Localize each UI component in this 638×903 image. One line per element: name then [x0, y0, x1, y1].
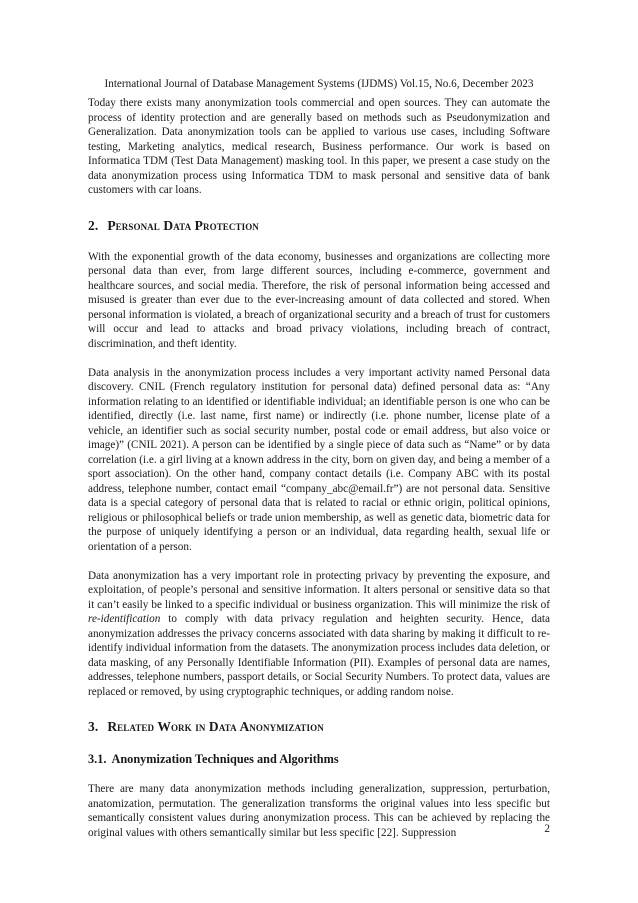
subsection-heading: [88, 752, 550, 767]
paragraph-text: Data anonymization has a very important role in protecting privacy by preventing the exposure, and exploitation, of people’s personal and sensitive information. It alters personal or sensitive data so that it can’t easily be linked to a specific individual or business organization. This will minimize the risk of: [88, 569, 550, 611]
running-header: International Journal of Database Management Systems (IJDMS) Vol.15, No.6, December 2023: [104, 78, 534, 90]
body-paragraph: Data analysis in the anonymization process includes a very important activity named Personal data discovery. CNIL (French regulatory institution for personal data) defined personal data as: “Any information relating to an identified or identifiable individual; an identifiable person is one who can be identified, directly (i.e. last name, first name) or indirectly (i.e. phone number, license plate of a vehicle, an identifier such as social security number, postal code or email address, but also voice or image)” (CNIL 2021). A person can be identified by a single piece of data such as “Name” or by data correlation (i.e. a girl living at a known address in the city, born on given day, and being a member of a sport association). On the other hand, company contact details (i.e. Company ABC with its postal address, telephone number, contact email “company_abc@email.fr”) are not personal data. Sensitive data is a special category of personal data that is related to racial or ethnic origin, political opinions, religious or philosophical beliefs or trade union membership, as well as genetic data, biometric data for the purpose of uniquely identifying a person or an individual, data regarding health, sexual life or orientation of a person.: [88, 366, 550, 553]
body-paragraph: [88, 569, 550, 700]
body-paragraph: With the exponential growth of the data economy, businesses and organizations are collecting more personal data than ever, from large different sources, including e-commerce, government and healthcare sources, and social media. Therefore, the risk of personal information being accessed and misused is greater than ever due to the ever-increasing amount of data collected and stored. When personal information is violated, a breach of organizational security and a breach of trust for customers will occur and lead to attacks and broad privacy violations, including breach of contract, discrimination, and theft identity.: [88, 250, 550, 350]
section-title: Related Work in Data Anonymization: [107, 719, 324, 734]
section-number: 3.: [88, 719, 99, 734]
emphasis-text: re-identification: [88, 613, 161, 625]
section-number: 2.: [88, 217, 99, 233]
section-title: Personal Data Protection: [107, 217, 259, 233]
body-paragraph: There are many data anonymization methods including generalization, suppression, perturbation, anatomization, permutation. The generalization transforms the original values into less specific but semantically consistent values during anonymization process. This can be achieved by replacing the original values with others semantically similar but less specific [22]. Suppression: [88, 783, 550, 839]
page-number: 2: [544, 823, 550, 835]
subsection-title: Anonymization Techniques and Algorithms: [111, 752, 339, 766]
page-body: [88, 96, 550, 840]
section-heading-personal-data-protection: [88, 218, 550, 234]
subsection-number: 3.1.: [88, 752, 107, 766]
intro-paragraph: Today there exists many anonymization tools commercial and open sources. They can automate the process of identity protection and are generally based on methods such as Pseudonymization and Generalization. Data anonymization tools can be applied to various use cases, including Software testing, Marketing analytics, medical research, Business performance. Our work is based on Informatica TDM (Test Data Management) masking tool. In this paper, we present a case study on the data anonymization process using Informatica TDM to mask personal and sensitive data of bank customers with car loans.: [88, 97, 550, 196]
section-heading-related-work: [88, 719, 550, 735]
paragraph-text: to comply with data privacy regulation and heighten security. Hence, data anonymization addresses the privacy concerns associated with data sharing by making it difficult to re-identify individual information from the datasets. The anonymization process includes data deletion, or data masking, of any Personally Identifiable Information (PII). Examples of personal data are names, addresses, telephone numbers, passport details, or Social Security Numbers. To protect data, values are replaced or removed, by using cryptographic techniques, or adding random noise.: [88, 613, 550, 698]
